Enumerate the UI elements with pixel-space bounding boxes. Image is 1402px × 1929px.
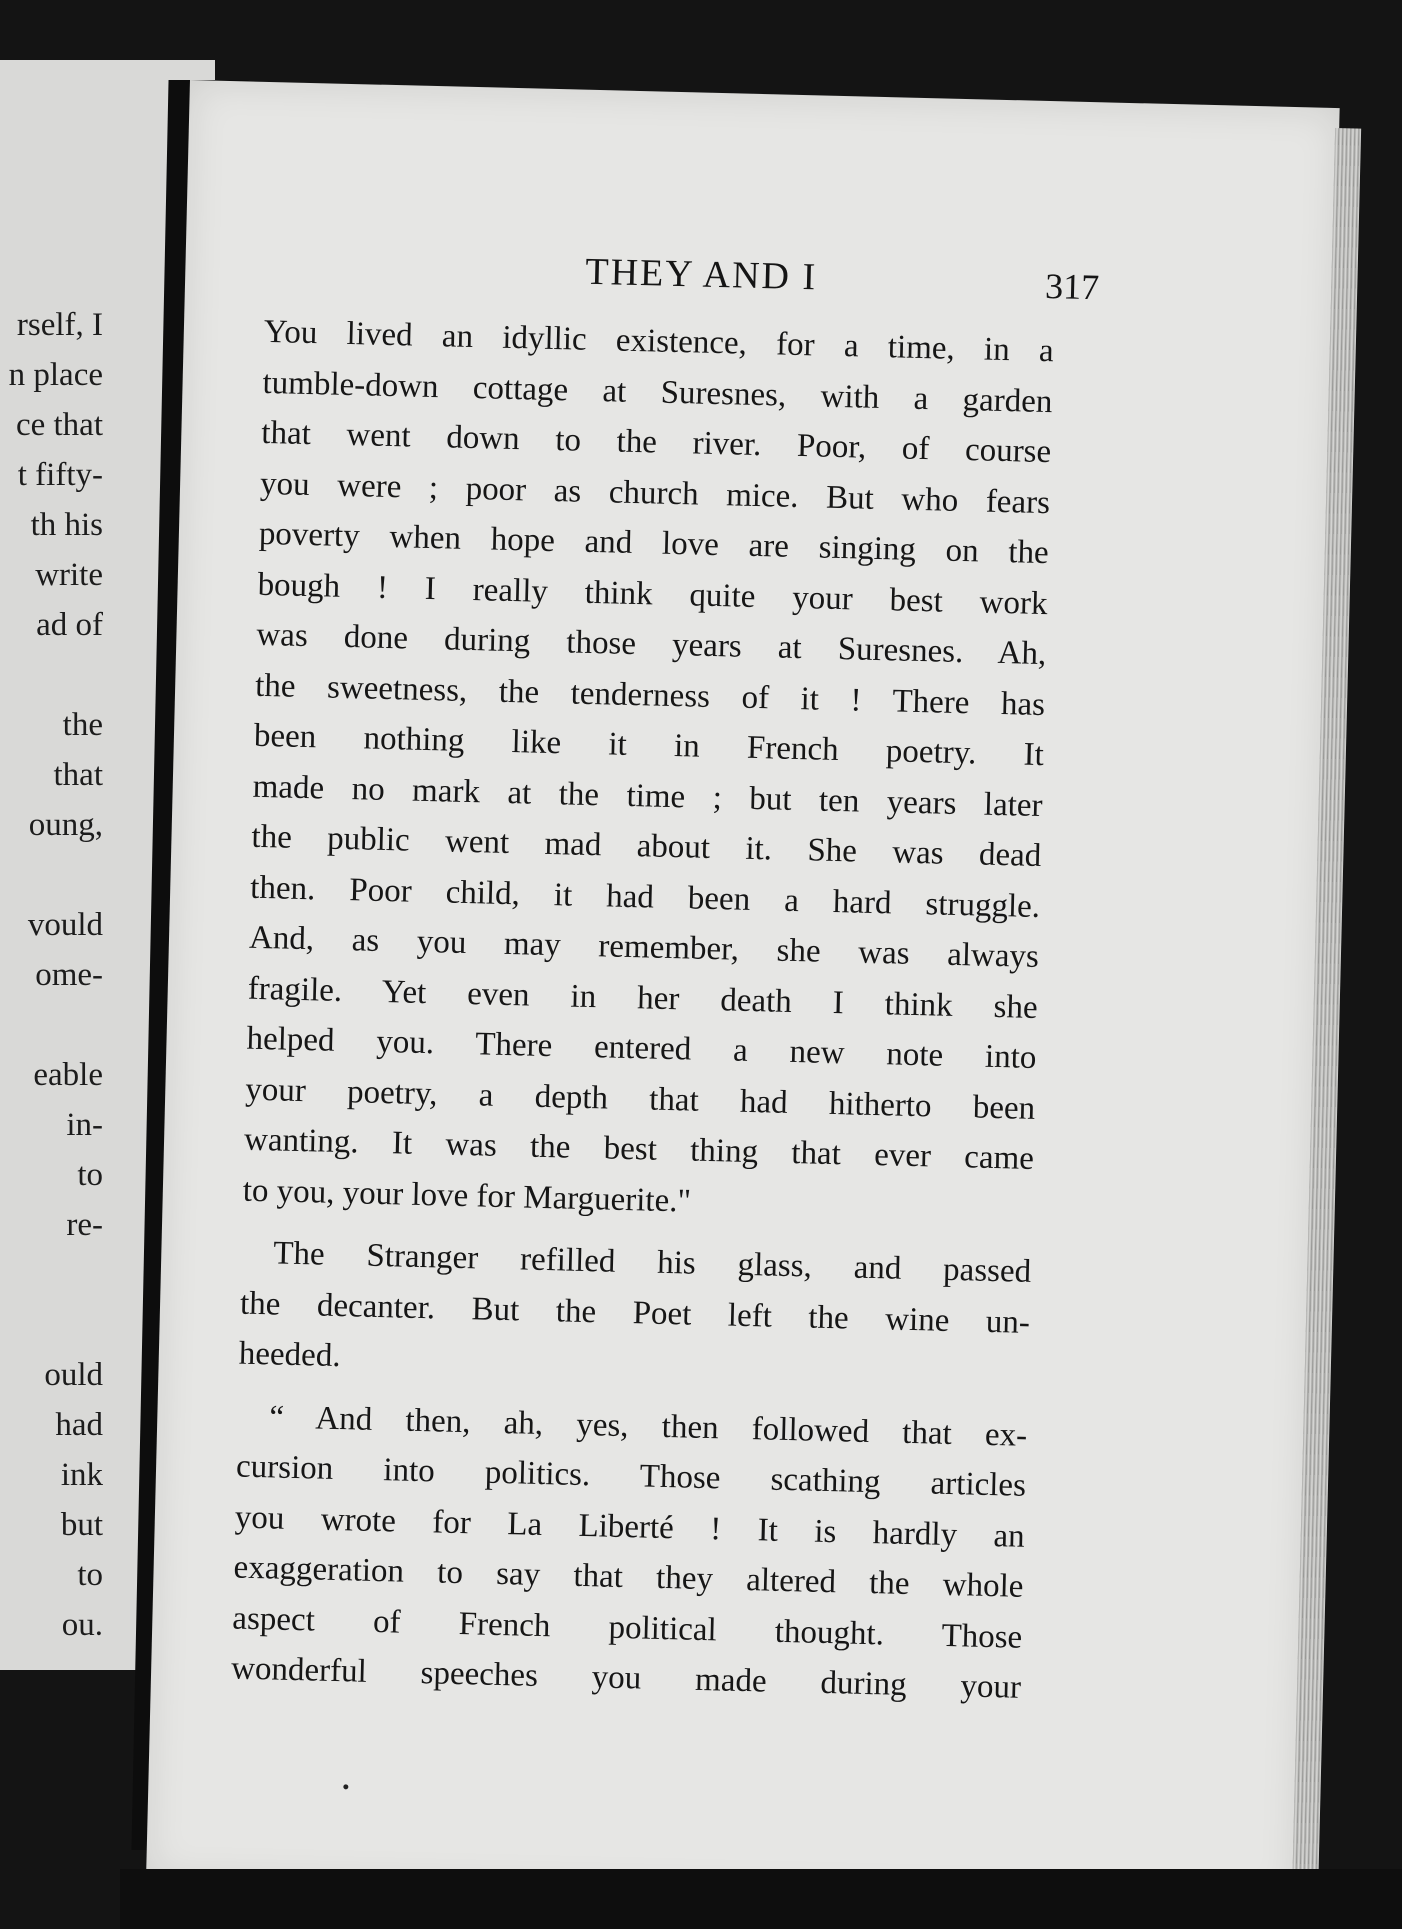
running-head: THEY AND I [584, 250, 818, 299]
book-page [146, 80, 1340, 1908]
text-line: The Stranger refilled his glass, and passed [272, 1235, 1032, 1290]
dust-speck [343, 1784, 348, 1789]
text-line: And, as you may remember, she was always [248, 919, 1040, 975]
text-line: bough ! I really think quite your best work [257, 566, 1048, 622]
left-line: ome- [35, 957, 103, 993]
text-line: aspect of French political thought. Those [231, 1600, 1023, 1656]
left-line: re- [66, 1207, 103, 1243]
previous-page-text [0, 300, 103, 1650]
left-line: ould [44, 1357, 103, 1393]
left-line: t fifty- [17, 457, 103, 493]
text-line: heeded. [238, 1335, 342, 1375]
text-line: the sweetness, the tenderness of it ! There has [254, 667, 1046, 723]
left-line: ink [60, 1457, 103, 1493]
left-line: ad of [36, 607, 103, 643]
left-line: to [77, 1557, 103, 1593]
left-line: th his [30, 507, 103, 543]
text-line: “ And then, ah, yes, then followed that ex- [268, 1398, 1028, 1454]
text-line: was done during those years at Suresnes. Ah, [256, 616, 1047, 673]
text-line: that went down to the river. Poor, of course [260, 414, 1052, 471]
left-line: the [62, 707, 103, 743]
text-line: poverty when hope and love are singing on the [258, 515, 1050, 572]
left-blank-line [0, 850, 103, 900]
left-line: ce that [15, 407, 103, 443]
page-body [231, 307, 1055, 1713]
text-line: you were ; poor as church mice. But who fears [259, 465, 1051, 521]
text-line: you wrote for La Liberté ! It is hardly an [234, 1499, 1026, 1555]
page-number: 317 [1044, 265, 1100, 308]
scan-background [120, 1869, 1402, 1929]
paragraph [238, 1228, 1031, 1399]
text-line: exaggeration to say that they altered the whole [233, 1549, 1024, 1605]
left-line: write [35, 557, 103, 593]
text-line: You lived an idyllic existence, for a time, in a [263, 313, 1055, 370]
left-line: vould [27, 907, 103, 943]
left-line: had [55, 1407, 103, 1443]
paragraph [242, 307, 1054, 1235]
text-line: fragile. Yet even in her death I think she [247, 970, 1039, 1026]
left-blank-line [0, 1250, 103, 1300]
text-line: wonderful speeches you made during your [230, 1650, 1022, 1706]
left-line: ou. [61, 1607, 103, 1643]
text-line: cursion into politics. Those scathing articles [235, 1448, 1027, 1504]
text-line: to you, your love for Marguerite." [242, 1172, 692, 1220]
left-line: to [77, 1157, 103, 1193]
left-blank-line [0, 1000, 103, 1050]
text-line: the decanter. But the Poet left the wine un- [239, 1285, 1031, 1341]
text-line: then. Poor child, it had been a hard struggle. [249, 869, 1041, 925]
page-edges [1292, 128, 1361, 1888]
left-line: but [60, 1507, 103, 1543]
left-line: in- [66, 1107, 103, 1143]
text-line: wanting. It was the best thing that ever came [243, 1121, 1035, 1177]
left-line: oung, [28, 807, 103, 843]
left-blank-line [0, 1300, 103, 1350]
left-line: that [53, 757, 103, 793]
paragraph [231, 1391, 1028, 1713]
text-line: helped you. There entered a new note into [246, 1020, 1037, 1076]
text-line: tumble-down cottage at Suresnes, with a garden [262, 364, 1053, 420]
left-line: eable [33, 1057, 103, 1093]
text-line: been nothing like it in French poetry. It [253, 717, 1045, 774]
left-blank-line [0, 650, 103, 700]
text-line: your poetry, a depth that had hitherto been [244, 1071, 1036, 1127]
left-line: rself, I [16, 307, 103, 343]
text-line: made no mark at the time ; but ten years later [252, 768, 1043, 824]
left-line: n place [8, 357, 103, 393]
text-line: the public went mad about it. She was dead [251, 818, 1042, 875]
